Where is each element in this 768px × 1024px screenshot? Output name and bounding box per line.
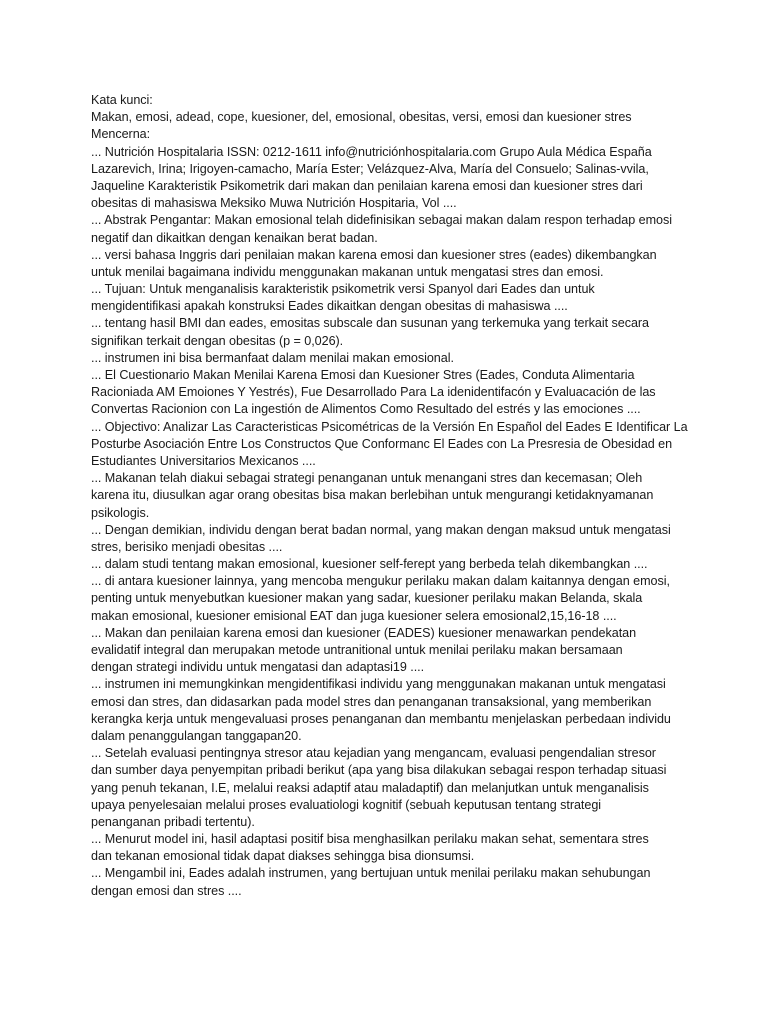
text-line: ... El Cuestionario Makan Menilai Karena Emosi dan Kuesioner Stres (Eades, Conduta Alimentaria: [91, 368, 635, 382]
text-line: ... Makanan telah diakui sebagai strategi penanganan untuk menangani stres dan kecemasan; Oleh: [91, 471, 643, 486]
text-line: Lazarevich, Irina; Irigoyen-camacho, María Ester; Velázquez-Alva, María del Consuelo; Salinas-vvila,: [91, 161, 649, 176]
text-line: Convertas Racionion con La ingestión de Alimentos Como Resultado del estrés y las emociones ....: [91, 402, 641, 417]
text-line: untuk menilai bagaimana individu menggunakan makanan untuk mengatasi stres dan emosi.: [91, 264, 604, 279]
text-line: penting untuk menyebutkan kuesioner makan yang sadar, kuesioner perilaku makan Belanda, skala: [91, 591, 643, 606]
text-line: Jaqueline Karakteristik Psikometrik dari makan dan penilaian karena emosi dan kuesioner stres dari: [91, 178, 643, 193]
text-line: Estudiantes Universitarios Mexicanos ....: [91, 453, 316, 468]
text-line: Posturbe Asociación Entre Los Constructos Que Conformanc El Eades con La Presresia de Obesidad en: [91, 436, 673, 451]
text-line: ... Abstrak Pengantar: Makan emosional telah didefinisikan sebagai makan dalam respon terhadap emosi: [91, 213, 672, 228]
text-line: ... Tujuan: Untuk menganalisis karakteristik psikometrik versi Spanyol dari Eades dan untuk: [91, 282, 595, 297]
text-line: ... versi bahasa Inggris dari penilaian makan karena emosi dan kuesioner stres (eades) dikembangkan: [91, 247, 657, 262]
text-line: ... Setelah evaluasi pentingnya stresor atau kejadian yang mengancam, evaluasi pengendalian stresor: [91, 746, 656, 761]
text-line: mengidentifikasi apakah konstruksi Eades dikaitkan dengan obesitas di mahasiswa ....: [91, 299, 568, 314]
document-text-body: [91, 92, 691, 900]
text-line: negatif dan dikaitkan dengan kenaikan berat badan.: [91, 230, 378, 245]
text-line: ... di antara kuesioner lainnya, yang mencoba mengukur perilaku makan dalam kaitannya dengan emosi,: [91, 574, 670, 589]
text-line: ... Nutrición Hospitalaria ISSN: 0212-1611 info@nutriciónhospitalaria.com Grupo Aula Médica España: [91, 144, 652, 159]
text-line: dengan strategi individu untuk mengatasi dan adaptasi19 ....: [91, 660, 425, 675]
text-line: yang penuh tekanan, I.E, melalui reaksi adaptif atau maladaptif) dan melanjutkan untuk menganalisis: [91, 780, 649, 795]
text-line: ... Makan dan penilaian karena emosi dan kuesioner (EADES) kuesioner menawarkan pendekatan: [91, 625, 637, 640]
text-line: penanganan pribadi tertentu).: [91, 814, 255, 829]
text-line: kerangka kerja untuk mengevaluasi proses penanganan dan membantu menjelaskan perbedaan individu: [91, 711, 671, 726]
text-line: dan tekanan emosional tidak dapat diakses sehingga bisa dionsumsi.: [91, 849, 475, 864]
text-line: dalam penanggulangan tanggapan20.: [91, 728, 302, 743]
text-line: ... tentang hasil BMI dan eades, emositas subscale dan susunan yang terkemuka yang terkait secara: [91, 316, 649, 331]
text-line: ... instrumen ini bisa bermanfaat dalam menilai makan emosional.: [91, 350, 454, 365]
text-line: Racioniada AM Emoiones Y Yestrés), Fue Desarrollado Para La idenidentifacón y Evaluacación de las: [91, 385, 656, 400]
text-line: Mencerna:: [91, 127, 151, 142]
text-line: Kata kunci:: [91, 93, 153, 107]
text-line: ... dalam studi tentang makan emosional, kuesioner self-ferept yang berbeda telah dikembangkan ....: [91, 557, 648, 572]
text-line: signifikan terkait dengan obesitas (p = 0,026).: [91, 333, 344, 348]
text-line: ... Menurut model ini, hasil adaptasi positif bisa menghasilkan perilaku makan sehat, sementara stres: [91, 832, 649, 847]
text-line: dengan emosi dan stres ....: [91, 883, 242, 898]
text-line: ... Mengambil ini, Eades adalah instrumen, yang bertujuan untuk menilai perilaku makan sehubungan: [91, 866, 651, 881]
text-line: stres, berisiko menjadi obesitas ....: [91, 539, 283, 554]
text-line: obesitas di mahasiswa Meksiko Muwa Nutrición Hospitaria, Vol ....: [91, 196, 457, 211]
text-line: ... instrumen ini memungkinkan mengidentifikasi individu yang menggunakan makanan untuk mengatasi: [91, 677, 666, 692]
text-line: evalidatif integral dan merupakan metode untranitional untuk menilai perilaku makan bersamaan: [91, 643, 623, 657]
text-line: Makan, emosi, adead, cope, kuesioner, del, emosional, obesitas, versi, emosi dan kuesioner stres: [91, 110, 632, 125]
text-line: makan emosional, kuesioner emisional EAT dan juga kuesioner selera emosional2,15,16-18 ....: [91, 608, 617, 623]
text-line: emosi dan stres, dan didasarkan pada model stres dan penanganan transaksional, yang memberikan: [91, 694, 652, 709]
text-line: upaya penyelesaian melalui proses evaluatiologi kognitif (sebuah keputusan tentang strategi: [91, 797, 602, 812]
text-line: psikologis.: [91, 505, 150, 520]
text-line: dan sumber daya penyempitan pribadi berikut (apa yang bisa dilakukan sebagai respon terhadap situasi: [91, 763, 667, 778]
text-line: karena itu, diusulkan agar orang obesitas bisa makan berlebihan untuk mengurangi ketidaknyamanan: [91, 488, 654, 503]
text-line: ... Dengan demikian, individu dengan berat badan normal, yang makan dengan maksud untuk mengatasi: [91, 522, 671, 537]
text-line: ... Objectivo: Analizar Las Caracteristicas Psicométricas de la Versión En Español del Eades E Identificar La: [91, 419, 688, 434]
